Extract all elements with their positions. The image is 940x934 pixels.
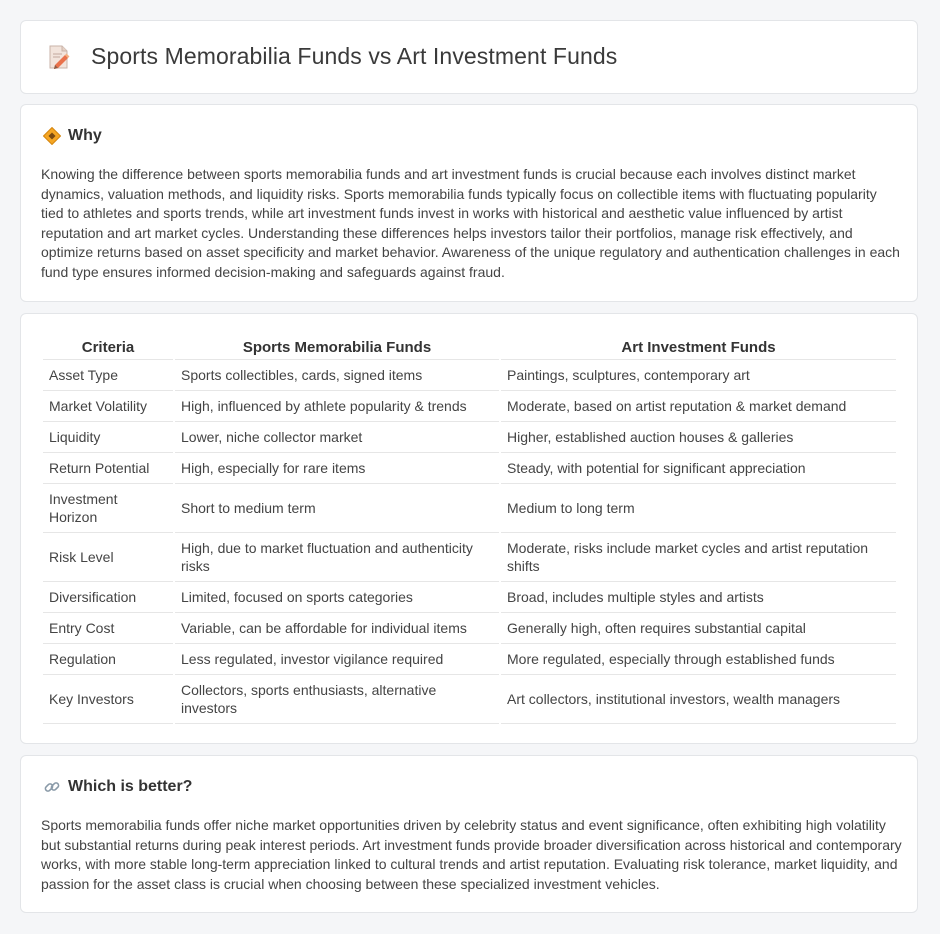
table-row <box>43 644 896 675</box>
art-cell: Generally high, often requires substantial capital <box>501 613 896 644</box>
why-heading: Why <box>68 127 102 144</box>
art-cell: More regulated, especially through established funds <box>501 644 896 675</box>
sports-cell: Lower, niche collector market <box>175 422 499 453</box>
sports-cell: Sports collectibles, cards, signed items <box>175 360 499 391</box>
link-icon <box>43 778 61 796</box>
criteria-cell: Asset Type <box>43 360 173 391</box>
table-header-row <box>43 336 896 360</box>
title-row <box>47 43 617 70</box>
sports-cell: Limited, focused on sports categories <box>175 582 499 613</box>
page-title: Sports Memorabilia Funds vs Art Investment Funds <box>91 43 618 69</box>
art-cell: Paintings, sculptures, contemporary art <box>501 360 896 391</box>
sports-cell: High, especially for rare items <box>175 453 499 484</box>
table-row <box>43 391 896 422</box>
sports-cell: Less regulated, investor vigilance required <box>175 644 499 675</box>
table-row <box>43 453 896 484</box>
title-card <box>20 20 918 94</box>
table-row <box>43 360 896 391</box>
criteria-cell: Entry Cost <box>43 613 173 644</box>
criteria-cell: Regulation <box>43 644 173 675</box>
art-cell: Medium to long term <box>501 484 896 533</box>
why-section <box>20 104 918 302</box>
art-cell: Steady, with potential for significant appreciation <box>501 453 896 484</box>
header-criteria: Criteria <box>43 336 173 360</box>
art-cell: Moderate, risks include market cycles and artist reputation shifts <box>501 533 896 582</box>
criteria-cell: Return Potential <box>43 453 173 484</box>
which-is-better-section <box>20 755 918 913</box>
better-heading-row <box>43 778 192 796</box>
header-sports-funds: Sports Memorabilia Funds <box>175 336 499 360</box>
comparison-table-card <box>20 313 918 744</box>
header-art-funds: Art Investment Funds <box>501 336 896 360</box>
document-pencil-icon <box>47 44 71 70</box>
art-cell: Broad, includes multiple styles and artists <box>501 582 896 613</box>
sports-cell: Collectors, sports enthusiasts, alternative investors <box>175 675 499 724</box>
why-heading-row <box>43 127 102 145</box>
art-cell: Higher, established auction houses & galleries <box>501 422 896 453</box>
sports-cell: High, due to market fluctuation and authenticity risks <box>175 533 499 582</box>
sports-cell: High, influenced by athlete popularity & trends <box>175 391 499 422</box>
table-row <box>43 484 896 533</box>
table-row <box>43 582 896 613</box>
why-text: Knowing the difference between sports memorabilia funds and art investment funds is crucial because each involves distinct market dynamics, valuation methods, and liquidity risks. Sports memorabilia funds typically focus on collectible items with fluctuating popularity tied to athletes and sports trends, while art investment funds invest in works with historical and aesthetic value influenced by artist reputation and art market cycles. Understanding these differences helps investors tailor their portfolios, manage risk effectively, and optimize returns based on asset specificity and market behavior. Awareness of the unique regulatory and authentication challenges in each fund type ensures informed decision-making and safeguards against fraud. <box>41 166 900 280</box>
criteria-cell: Risk Level <box>43 533 173 582</box>
table-row <box>43 675 896 724</box>
criteria-cell: Key Investors <box>43 675 173 724</box>
criteria-cell: Diversification <box>43 582 173 613</box>
criteria-cell: Market Volatility <box>43 391 173 422</box>
table-row <box>43 422 896 453</box>
comparison-table <box>41 336 898 724</box>
criteria-cell: Investment Horizon <box>43 484 173 533</box>
better-text: Sports memorabilia funds offer niche market opportunities driven by celebrity status and event significance, often exhibiting high volatility but substantial returns during peak interest periods. Art investment funds provide broader diversification across historical and contemporary works, with more stable long-term appreciation linked to cultural trends and artist reputation. Evaluating risk tolerance, market liquidity, and passion for the asset class is crucial when choosing between these specialized investment vehicles. <box>41 817 902 892</box>
art-cell: Moderate, based on artist reputation & market demand <box>501 391 896 422</box>
table-row <box>43 533 896 582</box>
table-row <box>43 613 896 644</box>
criteria-cell: Liquidity <box>43 422 173 453</box>
better-heading: Which is better? <box>68 778 193 795</box>
sports-cell: Variable, can be affordable for individual items <box>175 613 499 644</box>
diamond-sign-icon <box>43 127 61 145</box>
sports-cell: Short to medium term <box>175 484 499 533</box>
art-cell: Art collectors, institutional investors, wealth managers <box>501 675 896 724</box>
